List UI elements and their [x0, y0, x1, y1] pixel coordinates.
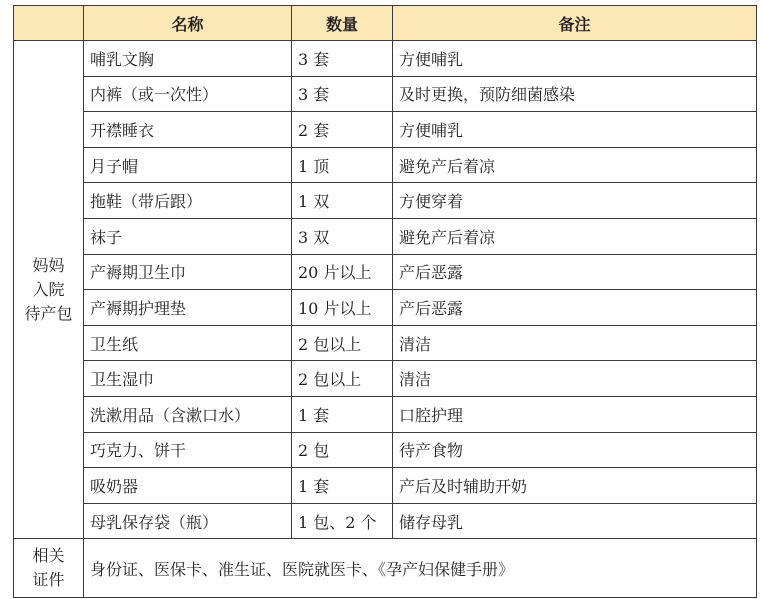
item-name: 洗漱用品（含漱口水） [84, 396, 292, 432]
group-label-line: 入院 [32, 279, 65, 299]
table-row [14, 41, 757, 77]
table-row [14, 76, 757, 112]
table-row [14, 183, 757, 219]
item-qty: 1 套 [292, 396, 393, 432]
item-note: 口腔护理 [393, 396, 757, 432]
item-qty: 1 包、2 个 [292, 503, 393, 539]
header-name: 名称 [84, 6, 292, 41]
group-label-line: 妈妈 [32, 255, 65, 275]
documents-row [14, 539, 757, 598]
group-label-mom [14, 41, 84, 539]
header-note: 备注 [393, 6, 757, 41]
header-corner-cell [14, 6, 84, 41]
item-name: 哺乳文胸 [84, 41, 292, 77]
group-label-line: 证件 [32, 570, 65, 590]
item-name: 袜子 [84, 218, 292, 254]
item-name: 卫生湿巾 [84, 361, 292, 397]
item-qty: 3 双 [292, 218, 393, 254]
item-note: 方便穿着 [393, 183, 757, 219]
maternity-checklist-table [13, 5, 757, 598]
item-name: 巧克力、饼干 [84, 432, 292, 468]
item-name: 月子帽 [84, 147, 292, 183]
item-qty: 3 套 [292, 76, 393, 112]
item-qty: 2 套 [292, 112, 393, 148]
table-row [14, 147, 757, 183]
item-name: 内裤（或一次性） [84, 76, 292, 112]
table-row [14, 468, 757, 504]
table-row [14, 432, 757, 468]
item-note: 方便哺乳 [393, 112, 757, 148]
table-row [14, 218, 757, 254]
table-row [14, 503, 757, 539]
item-name: 开襟睡衣 [84, 112, 292, 148]
item-note: 避免产后着凉 [393, 218, 757, 254]
item-note: 避免产后着凉 [393, 147, 757, 183]
item-note: 方便哺乳 [393, 41, 757, 77]
header-qty: 数量 [292, 6, 393, 41]
item-note: 储存母乳 [393, 503, 757, 539]
documents-list: 身份证、医保卡、准生证、医院就医卡、《孕产妇保健手册》 [84, 539, 757, 598]
item-qty: 2 包以上 [292, 361, 393, 397]
table-row [14, 396, 757, 432]
group-label-line: 相关 [32, 546, 65, 566]
item-name: 吸奶器 [84, 468, 292, 504]
item-qty: 1 套 [292, 468, 393, 504]
item-note: 及时更换，预防细菌感染 [393, 76, 757, 112]
header-row [14, 6, 757, 41]
item-name: 母乳保存袋（瓶） [84, 503, 292, 539]
item-note: 待产食物 [393, 432, 757, 468]
item-qty: 2 包以上 [292, 325, 393, 361]
item-qty: 20 片以上 [292, 254, 393, 290]
item-qty: 1 双 [292, 183, 393, 219]
table-row [14, 325, 757, 361]
group-label-documents [14, 539, 84, 598]
item-qty: 2 包 [292, 432, 393, 468]
item-qty: 10 片以上 [292, 290, 393, 326]
item-name: 产褥期护理垫 [84, 290, 292, 326]
item-name: 卫生纸 [84, 325, 292, 361]
item-note: 产后及时辅助开奶 [393, 468, 757, 504]
table-body [14, 41, 757, 598]
table-row [14, 361, 757, 397]
table-row [14, 254, 757, 290]
item-note: 清洁 [393, 361, 757, 397]
table-row [14, 112, 757, 148]
item-note: 清洁 [393, 325, 757, 361]
item-qty: 3 套 [292, 41, 393, 77]
item-name: 拖鞋（带后跟） [84, 183, 292, 219]
item-qty: 1 顶 [292, 147, 393, 183]
item-note: 产后恶露 [393, 254, 757, 290]
item-note: 产后恶露 [393, 290, 757, 326]
table-row [14, 290, 757, 326]
group-label-line: 待产包 [24, 303, 73, 323]
item-name: 产褥期卫生巾 [84, 254, 292, 290]
